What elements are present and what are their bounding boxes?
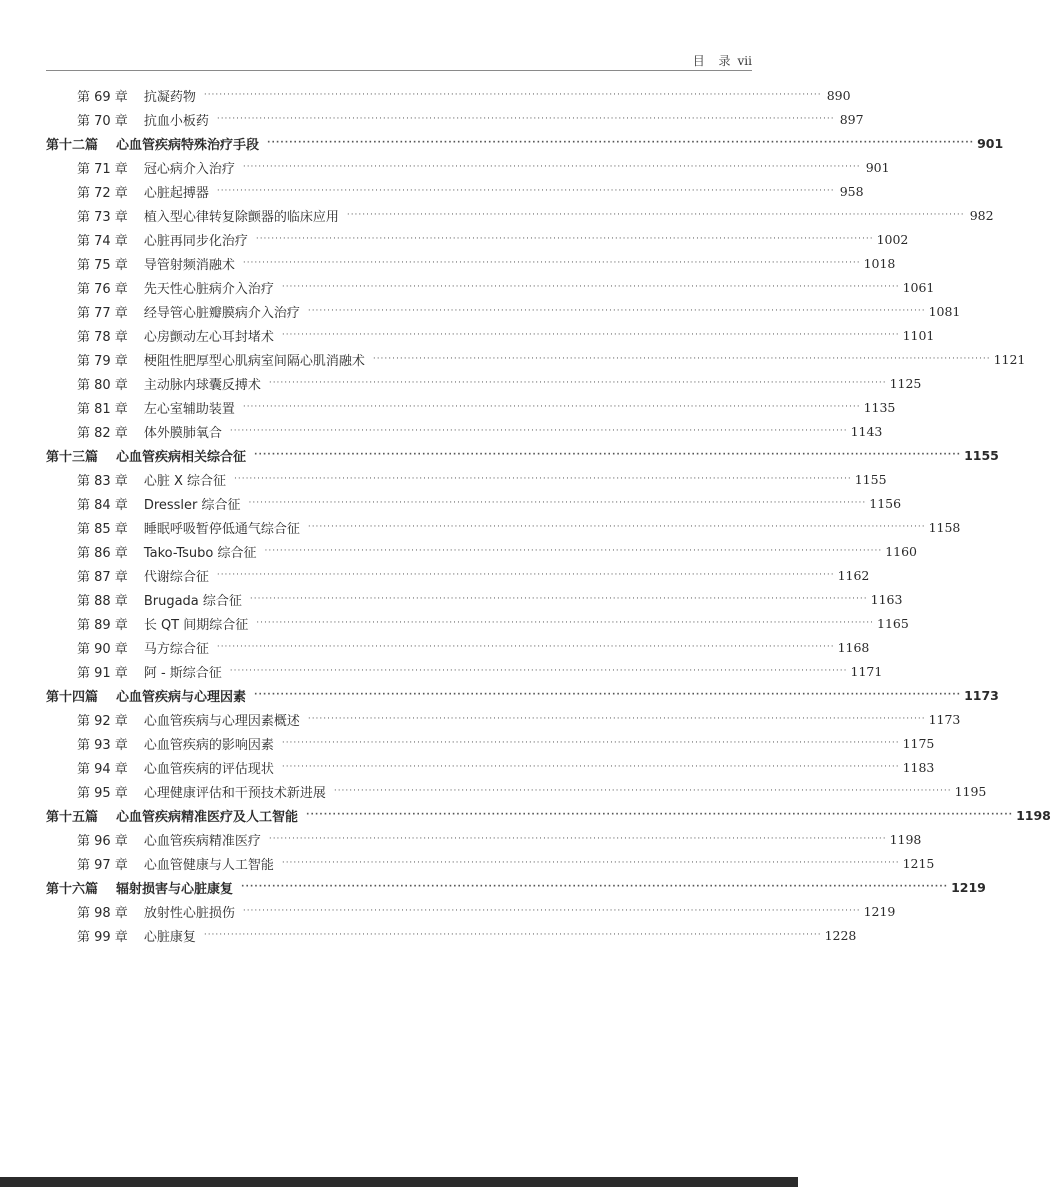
entry-page-number: 1228 [824,927,857,943]
entry-title: 左心室辅助装置 [143,401,235,417]
header-section-title: 目 录 [692,54,736,68]
entry-page-number: 1135 [863,399,896,415]
bottom-edge-bar [0,1177,798,1187]
entry-title: 心血管疾病相关综合征 [116,449,247,465]
entry-title: 心血管健康与人工智能 [143,857,274,873]
dot-leader: ································································································································································ [254,449,962,460]
entry-number: 第 86 章 [77,545,128,561]
entry-page-number: 1183 [902,759,935,775]
entry-title: Dressler 综合征 [143,497,241,513]
entry-page-number: 1155 [964,447,999,463]
toc-chapter-entry[interactable] [0,251,896,275]
dot-leader: ································································································································································ [372,353,991,364]
entry-page-number: 1219 [863,903,896,919]
entry-number: 第 82 章 [77,425,128,441]
entry-page-number: 1121 [993,351,1026,367]
entry-number: 第十六篇 [46,881,99,897]
toc-chapter-entry[interactable] [0,395,896,419]
entry-number: 第 92 章 [77,713,128,729]
toc-chapter-entry[interactable] [0,731,935,755]
dot-leader: ································································································································································ [229,665,848,676]
entry-page-number: 1125 [889,375,922,391]
entry-page-number: 1081 [928,303,961,319]
entry-page-number: 890 [826,87,851,103]
toc-part-entry[interactable] [0,443,999,467]
toc-part-entry[interactable] [0,803,1051,827]
toc-part-entry[interactable] [0,875,986,899]
entry-title: 心理健康评估和干预技术新进展 [143,785,326,801]
entry-number: 第十三篇 [46,449,99,465]
dot-leader: ································································································································································ [216,641,835,652]
toc-chapter-entry[interactable] [0,179,864,203]
dot-leader: ································································································································································ [281,737,900,748]
dot-leader: ································································································································································ [216,185,835,196]
entry-title: Brugada 综合征 [143,593,242,609]
toc-chapter-entry[interactable] [0,779,987,803]
entry-page-number: 901 [977,135,1004,151]
toc-chapter-entry[interactable] [0,851,935,875]
entry-title: 主动脉内球囊反搏术 [143,377,261,393]
entry-page-number: 1173 [928,711,961,727]
toc-chapter-entry[interactable] [0,635,870,659]
entry-page-number: 1155 [854,471,887,487]
entry-number: 第十四篇 [46,689,99,705]
dot-leader: ································································································································································ [233,473,852,484]
entry-number: 第 87 章 [77,569,128,585]
entry-number: 第 90 章 [77,641,128,657]
entry-title: 辐射损害与心脏康复 [116,881,234,897]
entry-number: 第 75 章 [77,257,128,273]
header-page-number: vii [737,54,752,68]
toc-part-entry[interactable] [0,131,1004,155]
entry-title: 代谢综合征 [143,569,209,585]
entry-page-number: 1002 [876,231,909,247]
dot-leader: ································································································································································ [248,497,867,508]
dot-leader: ································································································································································ [281,281,900,292]
entry-number: 第 94 章 [77,761,128,777]
dot-leader: ································································································································································ [307,305,926,316]
entry-number: 第 88 章 [77,593,128,609]
dot-leader: ································································································································································ [241,881,949,892]
running-header [46,52,752,71]
dot-leader: ································································································································································ [216,113,835,124]
entry-page-number: 1195 [954,783,987,799]
entry-page-number: 1219 [951,879,986,895]
entry-page-number: 1143 [850,423,883,439]
entry-number: 第 83 章 [77,473,128,489]
toc-chapter-entry[interactable] [0,323,935,347]
entry-title: 先天性心脏病介入治疗 [143,281,274,297]
dot-leader: ································································································································································ [242,161,861,172]
entry-page-number: 897 [839,111,864,127]
entry-title: 抗血小板药 [143,113,209,129]
entry-title: 心脏起搏器 [143,185,209,201]
toc-chapter-entry[interactable] [0,563,870,587]
entry-number: 第 77 章 [77,305,128,321]
entry-page-number: 1173 [964,687,999,703]
toc-chapter-entry[interactable] [0,491,902,515]
entry-title: 长 QT 间期综合征 [143,617,249,633]
entry-title: 心血管疾病精准医疗 [143,833,261,849]
toc-chapter-entry[interactable] [0,347,1026,371]
dot-leader: ································································································································································ [281,329,900,340]
dot-leader: ································································································································································ [307,713,926,724]
entry-page-number: 901 [865,159,890,175]
dot-leader: ································································································································································ [268,833,887,844]
entry-number: 第 73 章 [77,209,128,225]
entry-page-number: 1215 [902,855,935,871]
dot-leader: ································································································································································ [306,809,1014,820]
dot-leader: ································································································································································ [264,545,883,556]
entry-title: 放射性心脏损伤 [143,905,235,921]
entry-page-number: 1171 [850,663,883,679]
entry-page-number: 1156 [869,495,902,511]
entry-number: 第 71 章 [77,161,128,177]
entry-page-number: 1163 [870,591,903,607]
toc-chapter-entry[interactable] [0,107,864,131]
entry-page-number: 1175 [902,735,935,751]
entry-page-number: 1198 [889,831,922,847]
dot-leader: ································································································································································ [267,137,975,148]
dot-leader: ································································································································································ [333,785,952,796]
dot-leader: ································································································································································ [242,257,861,268]
entry-number: 第 95 章 [77,785,128,801]
entry-page-number: 1018 [863,255,896,271]
entry-page-number: 1061 [902,279,935,295]
entry-number: 第 76 章 [77,281,128,297]
entry-title: 体外膜肺氧合 [143,425,222,441]
toc-chapter-entry[interactable] [0,203,994,227]
toc-chapter-entry[interactable] [0,467,887,491]
toc-chapter-entry[interactable] [0,587,903,611]
toc-chapter-entry[interactable] [0,827,922,851]
entry-page-number: 1162 [837,567,870,583]
entry-number: 第十五篇 [46,809,99,825]
dot-leader: ································································································································································ [242,401,861,412]
entry-number: 第 96 章 [77,833,128,849]
dot-leader: ································································································································································ [268,377,887,388]
entry-title: 心血管疾病精准医疗及人工智能 [116,809,299,825]
toc-chapter-entry[interactable] [0,923,857,947]
dot-leader: ································································································································································ [256,617,874,628]
entry-title: 心血管疾病的评估现状 [143,761,274,777]
entry-number: 第 74 章 [77,233,128,249]
entry-title: 阿 - 斯综合征 [143,665,222,681]
entry-title: 马方综合征 [143,641,209,657]
dot-leader: ································································································································································ [281,761,900,772]
entry-number: 第 98 章 [77,905,128,921]
toc-chapter-entry[interactable] [0,227,909,251]
entry-page-number: 958 [839,183,864,199]
entry-title: 心脏再同步化治疗 [143,233,248,249]
table-of-contents [0,83,1051,947]
entry-page-number: 1160 [885,543,918,559]
dot-leader: ································································································································································ [249,593,868,604]
entry-number: 第 80 章 [77,377,128,393]
entry-title: 导管射频消融术 [143,257,235,273]
entry-number: 第 79 章 [77,353,128,369]
dot-leader: ································································································································································ [346,209,965,220]
entry-page-number: 1101 [902,327,935,343]
entry-page-number: 982 [969,207,994,223]
entry-page-number: 1168 [837,639,870,655]
entry-number: 第 78 章 [77,329,128,345]
toc-chapter-entry[interactable] [0,707,961,731]
toc-chapter-entry[interactable] [0,515,961,539]
entry-number: 第 70 章 [77,113,128,129]
entry-number: 第 72 章 [77,185,128,201]
toc-chapter-entry[interactable] [0,755,935,779]
dot-leader: ································································································································································ [281,857,900,868]
toc-part-entry[interactable] [0,683,999,707]
entry-title: 心血管疾病与心理因素概述 [143,713,300,729]
toc-chapter-entry[interactable] [0,299,961,323]
entry-title: 抗凝药物 [143,89,196,105]
entry-title: 心房颤动左心耳封堵术 [143,329,274,345]
toc-chapter-entry[interactable] [0,371,922,395]
toc-chapter-entry[interactable] [0,83,851,107]
dot-leader: ································································································································································ [307,521,926,532]
entry-number: 第 93 章 [77,737,128,753]
entry-title: 心血管疾病特殊治疗手段 [116,137,260,153]
entry-page-number: 1198 [1016,807,1051,823]
toc-chapter-entry[interactable] [0,611,909,635]
toc-chapter-entry[interactable] [0,659,883,683]
toc-chapter-entry[interactable] [0,155,890,179]
entry-number: 第十二篇 [46,137,99,153]
toc-chapter-entry[interactable] [0,419,883,443]
entry-title: 心脏康复 [143,929,196,945]
dot-leader: ································································································································································ [216,569,835,580]
dot-leader: ································································································································································ [203,929,822,940]
toc-chapter-entry[interactable] [0,899,896,923]
dot-leader: ································································································································································ [254,689,962,700]
entry-title: 冠心病介入治疗 [143,161,235,177]
entry-number: 第 84 章 [77,497,128,513]
entry-number: 第 97 章 [77,857,128,873]
toc-chapter-entry[interactable] [0,275,935,299]
entry-title: 心血管疾病与心理因素 [116,689,247,705]
dot-leader: ································································································································································ [229,425,848,436]
toc-chapter-entry[interactable] [0,539,918,563]
entry-title: 梗阻性肥厚型心肌病室间隔心肌消融术 [143,353,365,369]
entry-number: 第 85 章 [77,521,128,537]
entry-title: 植入型心律转复除颤器的临床应用 [143,209,339,225]
entry-number: 第 91 章 [77,665,128,681]
header-text [693,52,752,69]
entry-title: 心脏 X 综合征 [143,473,226,489]
entry-number: 第 89 章 [77,617,128,633]
dot-leader: ································································································································································ [242,905,861,916]
entry-title: 经导管心脏瓣膜病介入治疗 [143,305,300,321]
entry-page-number: 1158 [928,519,961,535]
dot-leader: ································································································································································ [203,89,822,100]
entry-page-number: 1165 [877,615,909,631]
entry-number: 第 69 章 [77,89,128,105]
dot-leader: ································································································································································ [255,233,874,244]
entry-number: 第 81 章 [77,401,128,417]
entry-title: 心血管疾病的影响因素 [143,737,274,753]
entry-title: 睡眠呼吸暂停低通气综合征 [143,521,300,537]
entry-number: 第 99 章 [77,929,128,945]
entry-title: Tako-Tsubo 综合征 [143,545,257,561]
